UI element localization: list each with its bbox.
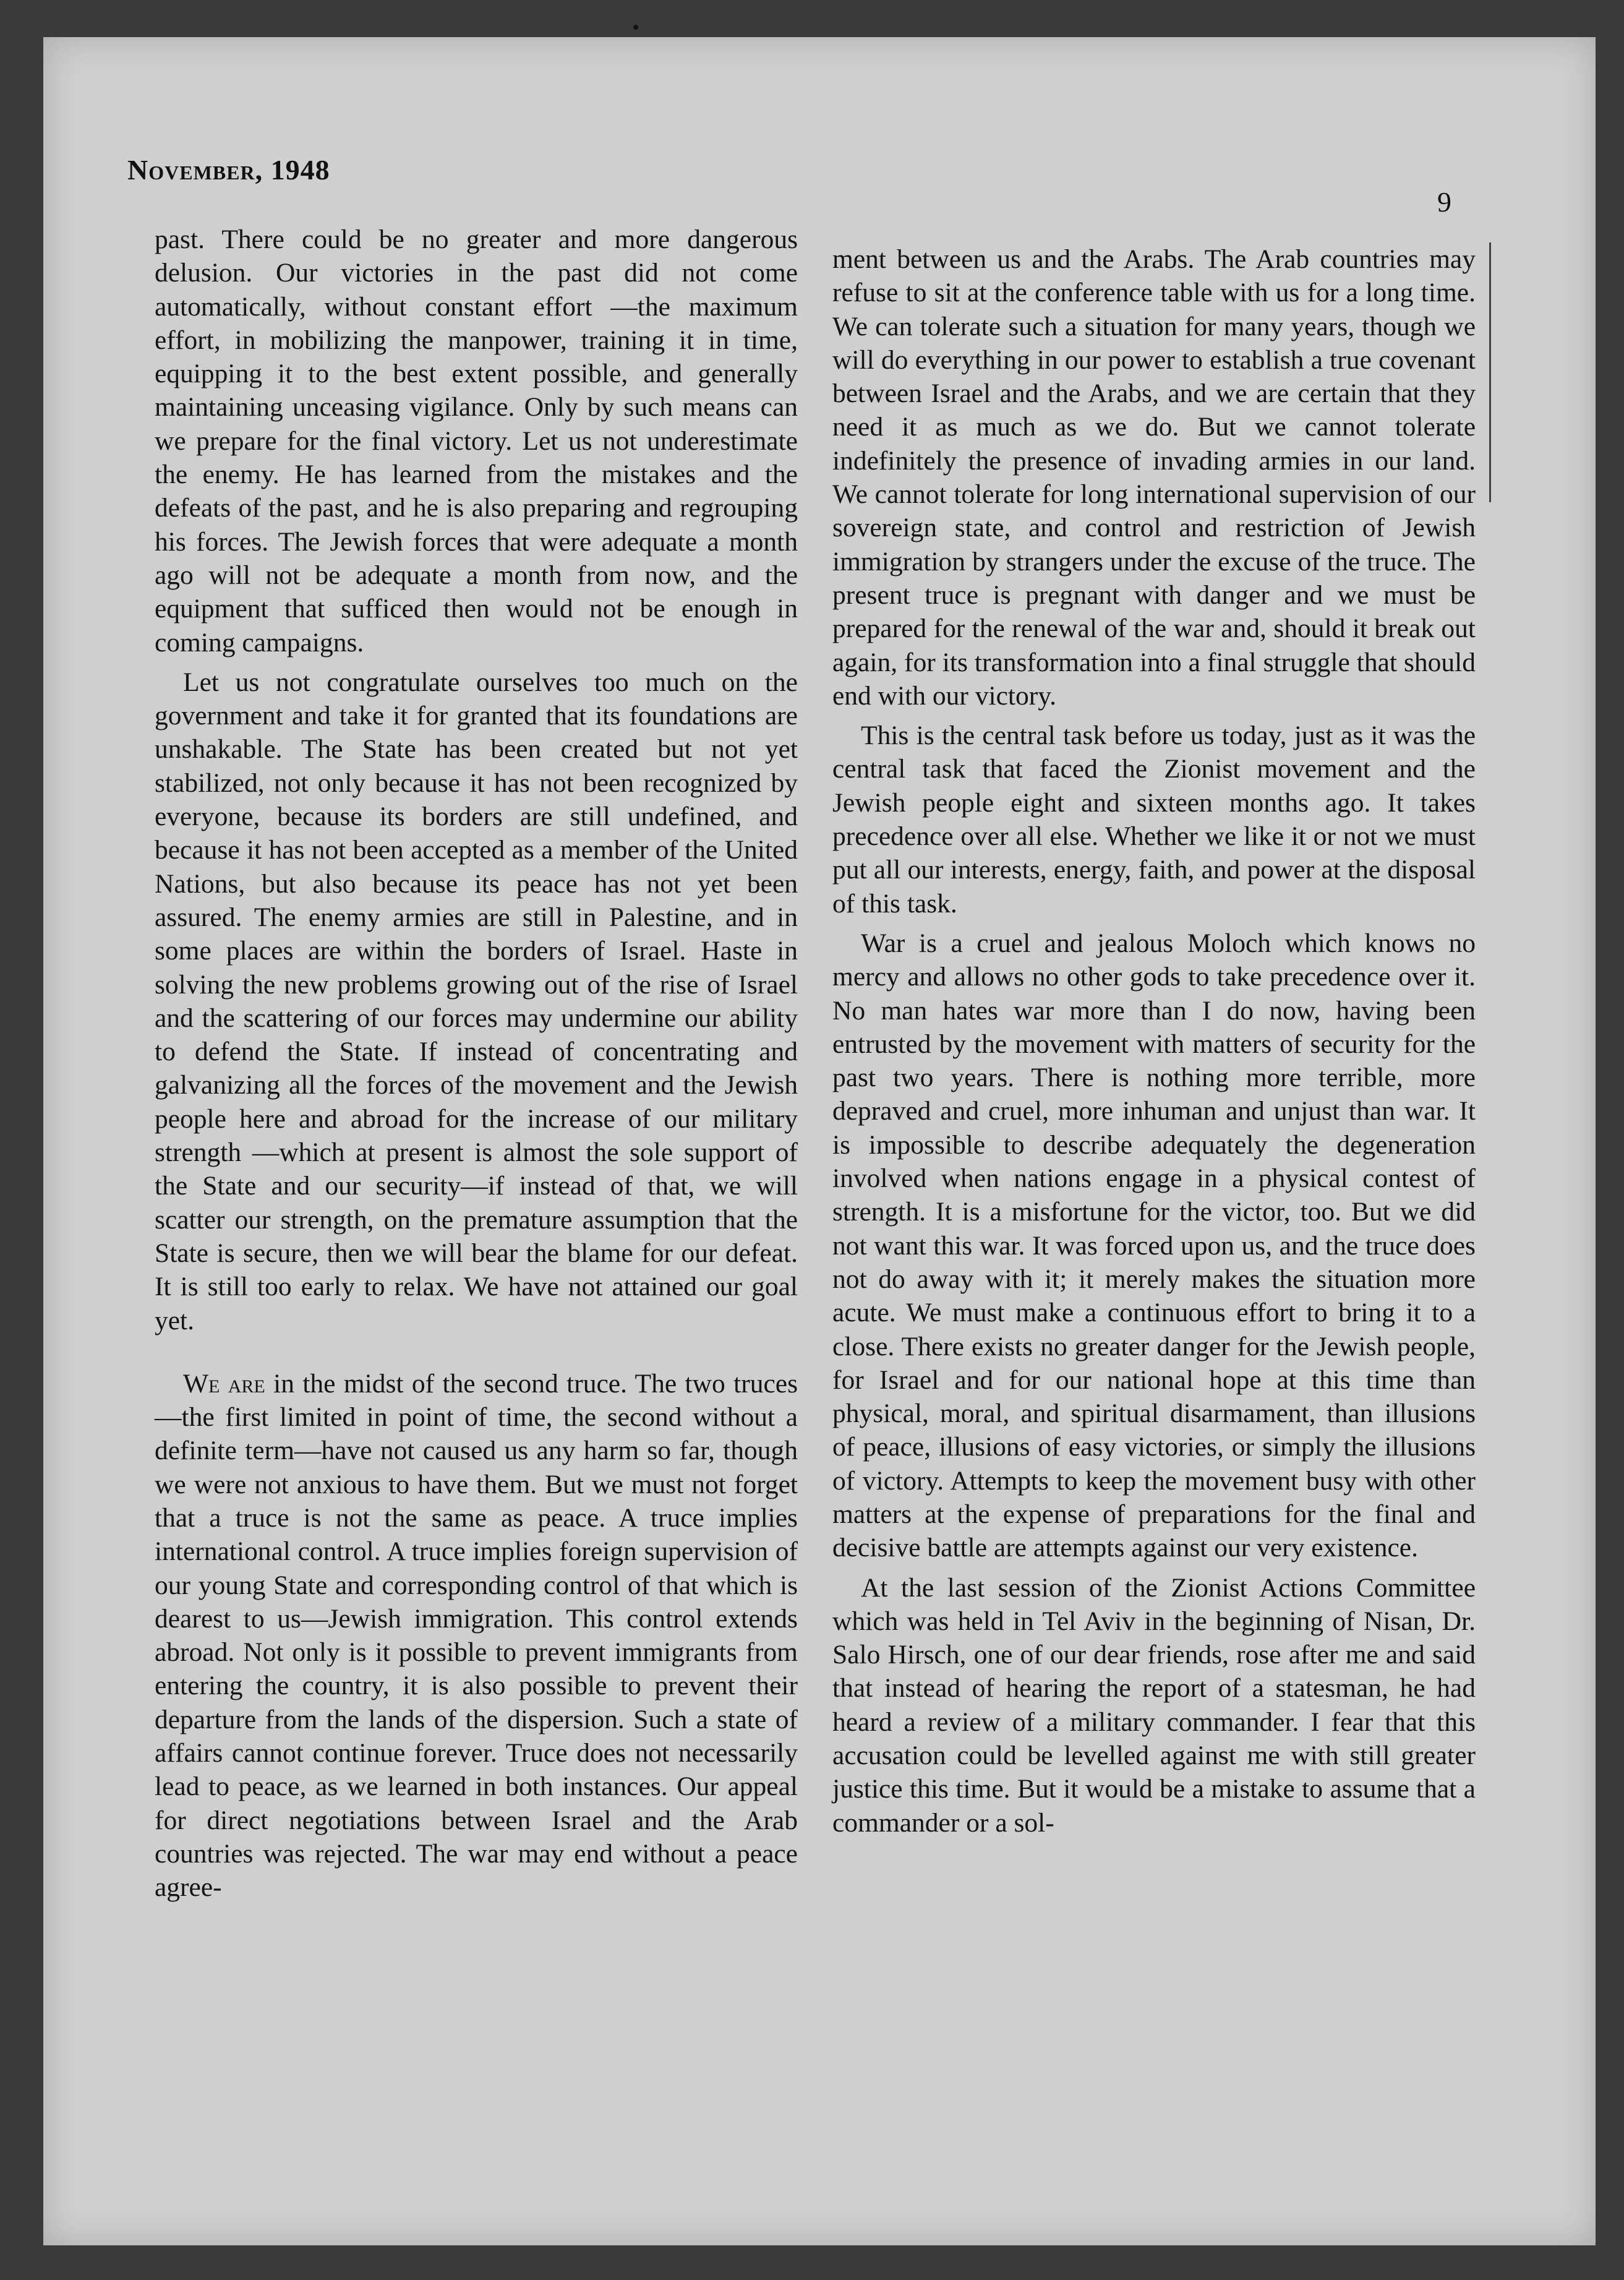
- left-column: [155, 223, 798, 1905]
- right-column: [832, 242, 1476, 1840]
- running-head: November, 1948: [127, 154, 330, 186]
- section-paragraph: [155, 1367, 798, 1905]
- paragraph: War is a cruel and jealous Moloch which knows no mercy and allows no other gods to take precedence over it. No man hates war more than I do now, having been entrusted by the movement with matters of security for the past two years. There is nothing more terrible, more depraved and cruel, more inhuman and unjust than war. It is impossible to describe adequately the degeneration involved when nations engage in a physical contest of strength. It is a misfortune for the victor, too. But we did not want this war. It was forced upon us, and the truce does not do away with it; it merely makes the situation more acute. We must make a continuous effort to bring it to a close. There exists no greater danger for the Jewish people, for Israel and for our national hope at this time than physical, moral, and spiritual disarmament, than illusions of peace, illusions of easy victories, or simply the illusions of victory. Attempts to keep the movement busy with other matters at the expense of preparations for the final and decisive battle are attempts against our very existence.: [832, 928, 1476, 1563]
- margin-mark: [1489, 242, 1491, 502]
- section-lead-in: We are: [183, 1368, 265, 1399]
- ink-speck: [633, 25, 638, 30]
- paragraph: ment between us and the Arabs. The Arab countries may refuse to sit at the conference table with us for a long time. We can tolerate such a situation for many years, though we will do everything in our power to establish a true covenant between Israel and the Arabs, and we are certain that they need it as much as we do. But we cannot tolerate indefinitely the presence of invading armies in our land. We cannot tolerate for long international supervision of our sovereign state, and control and restriction of Jewish immigration by strangers under the excuse of the truce. The present truce is pregnant with danger and we must be prepared for the renewal of the war and, should it break out again, for its transformation into a final struggle that should end with our victory.: [832, 244, 1476, 711]
- paragraph: Let us not congratulate ourselves too much on the government and take it for granted that its foundations are unshakable. The State has been created but not yet stabilized, not only because it has not been recognized by everyone, because its borders are still undefined, and because it has not been accepted as a member of the United Nations, but also because its peace has not yet been assured. The enemy armies are still in Palestine, and in some places are within the borders of Israel. Haste in solving the new problems growing out of the rise of Israel and the scattering of our forces may undermine our ability to defend the State. If instead of concentrating and galvanizing all the forces of the movement and the Jewish people here and abroad for the increase of our military strength —which at present is almost the sole support of the State and our security—if instead of that, we will scatter our strength, on the premature assumption that the State is secure, then we will bear the blame for our defeat. It is still too early to relax. We have not attained our goal yet.: [155, 667, 798, 1335]
- page-number: 9: [1437, 186, 1451, 218]
- paragraph: This is the central task before us today, just as it was the central task that faced the Zionist movement and the Jewish people eight and sixteen months ago. It takes precedence over all else. Whether we like it or not we must put all our interests, energy, faith, and power at the disposal of this task.: [832, 721, 1476, 919]
- section-text: in the midst of the second truce. The two truces—the first limited in point of time, the second without a definite term—have not caused us any harm so far, though we were not anxious to have them. But we must not forget that a truce is not the same as peace. A truce implies international control. A truce implies foreign supervision of our young State and corresponding control of that which is dearest to us—Jewish immigration. This control extends abroad. Not only is it possible to prevent immigrants from entering the country, it is also possible to prevent their departure from the lands of the dispersion. Such a state of affairs cannot continue forever. Truce does not necessarily lead to peace, as we learned in both instances. Our appeal for direct negotiations between Israel and the Arab countries was rejected. The war may end without a peace agree-: [155, 1368, 798, 1903]
- paragraph: past. There could be no greater and more dangerous delusion. Our victories in the past did not come automatically, without constant effort —the maximum effort, in mobilizing the manpower, training it in time, equipping it to the best extent possible, and generally maintaining unceasing vigilance. Only by such means can we prepare for the final victory. Let us not underestimate the enemy. He has learned from the mistakes and the defeats of the past, and he is also preparing and regrouping his forces. The Jewish forces that were adequate a month ago will not be adequate a month from now, and the equipment that sufficed then would not be enough in coming campaigns.: [155, 225, 798, 658]
- paragraph: At the last session of the Zionist Actions Committee which was held in Tel Aviv in the beginning of Nisan, Dr. Salo Hirsch, one of our dear friends, rose after me and said that instead of hearing the report of a statesman, he had heard a review of a military commander. I fear that this accusation could be levelled against me with still greater justice this time. But it would be a mistake to assume that a commander or a sol-: [832, 1572, 1476, 1838]
